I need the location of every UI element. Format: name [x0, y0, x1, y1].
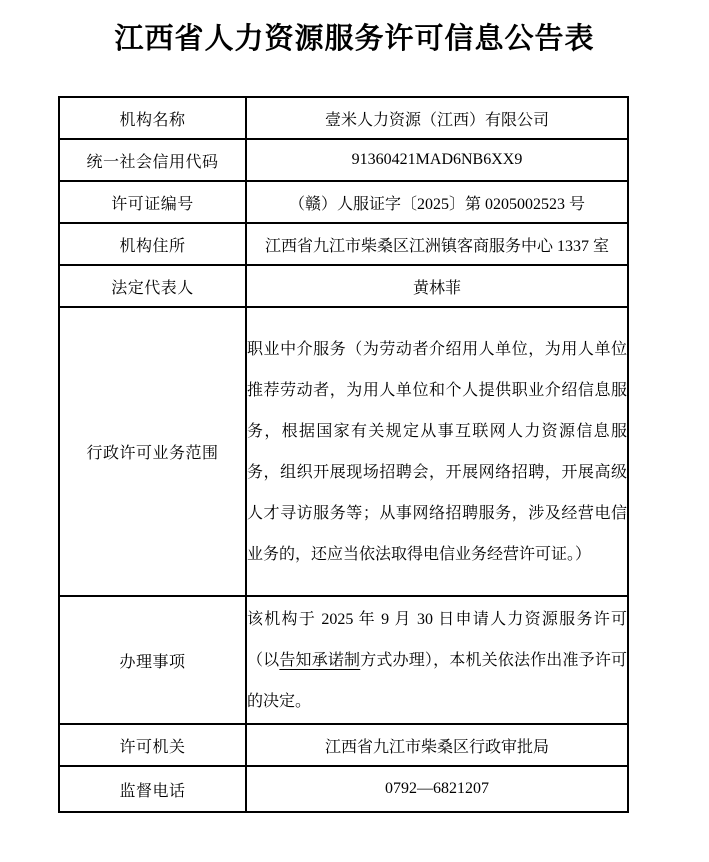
- row-value-credit-code: 91360421MAD6NB6XX9: [246, 139, 628, 181]
- table-row-org-name: [59, 97, 628, 139]
- row-value-org-name: 壹米人力资源（江西）有限公司: [246, 97, 628, 139]
- row-value-supervision-phone: 0792—6821207: [246, 766, 628, 812]
- table-row-legal-representative: [59, 265, 628, 307]
- row-label-legal-representative: 法定代表人: [59, 265, 246, 307]
- table-row-licensing-authority: [59, 724, 628, 766]
- table-row-credit-code: [59, 139, 628, 181]
- handling-matter-text-pre: 该机构于 2025 年 9 月 30 日申请人力资源服务许可（以: [247, 610, 627, 669]
- row-label-credit-code: 统一社会信用代码: [59, 139, 246, 181]
- row-label-supervision-phone: 监督电话: [59, 766, 246, 812]
- row-label-license-number: 许可证编号: [59, 181, 246, 223]
- row-label-org-address: 机构住所: [59, 223, 246, 265]
- table-row-org-address: [59, 223, 628, 265]
- handling-matter-text-post: 方式办理），本机关依法作出准予许可的决定。: [247, 651, 627, 710]
- handling-matter-text-underlined: 告知承诺制: [279, 651, 361, 669]
- table-row-supervision-phone: [59, 766, 628, 812]
- row-label-org-name: 机构名称: [59, 97, 246, 139]
- row-label-licensing-authority: 许可机关: [59, 724, 246, 766]
- row-value-legal-representative: 黄林菲: [246, 265, 628, 307]
- row-value-license-number: （赣）人服证字〔2025〕第 0205002523 号: [246, 181, 628, 223]
- page-title: 江西省人力资源服务许可信息公告表: [114, 23, 595, 55]
- page: [0, 16, 709, 862]
- row-value-licensing-authority: 江西省九江市柴桑区行政审批局: [246, 724, 628, 766]
- license-info-table: [58, 96, 629, 813]
- row-value-org-address: 江西省九江市柴桑区江洲镇客商服务中心 1337 室: [246, 223, 628, 265]
- table-row-handling-matter: [59, 596, 628, 724]
- row-label-business-scope: 行政许可业务范围: [59, 307, 246, 596]
- row-value-handling-matter: [246, 596, 628, 724]
- table-row-license-number: [59, 181, 628, 223]
- table-row-business-scope: [59, 307, 628, 596]
- row-value-business-scope: 职业中介服务（为劳动者介绍用人单位，为用人单位推荐劳动者，为用人单位和个人提供职业介绍信息服务，根据国家有关规定从事互联网人力资源信息服务，组织开展现场招聘会，开展网络招聘，开展高级人才寻访服务等；从事网络招聘服务，涉及经营电信业务的，还应当依法取得电信业务经营许可证。）: [246, 307, 628, 596]
- row-label-handling-matter: 办理事项: [59, 596, 246, 724]
